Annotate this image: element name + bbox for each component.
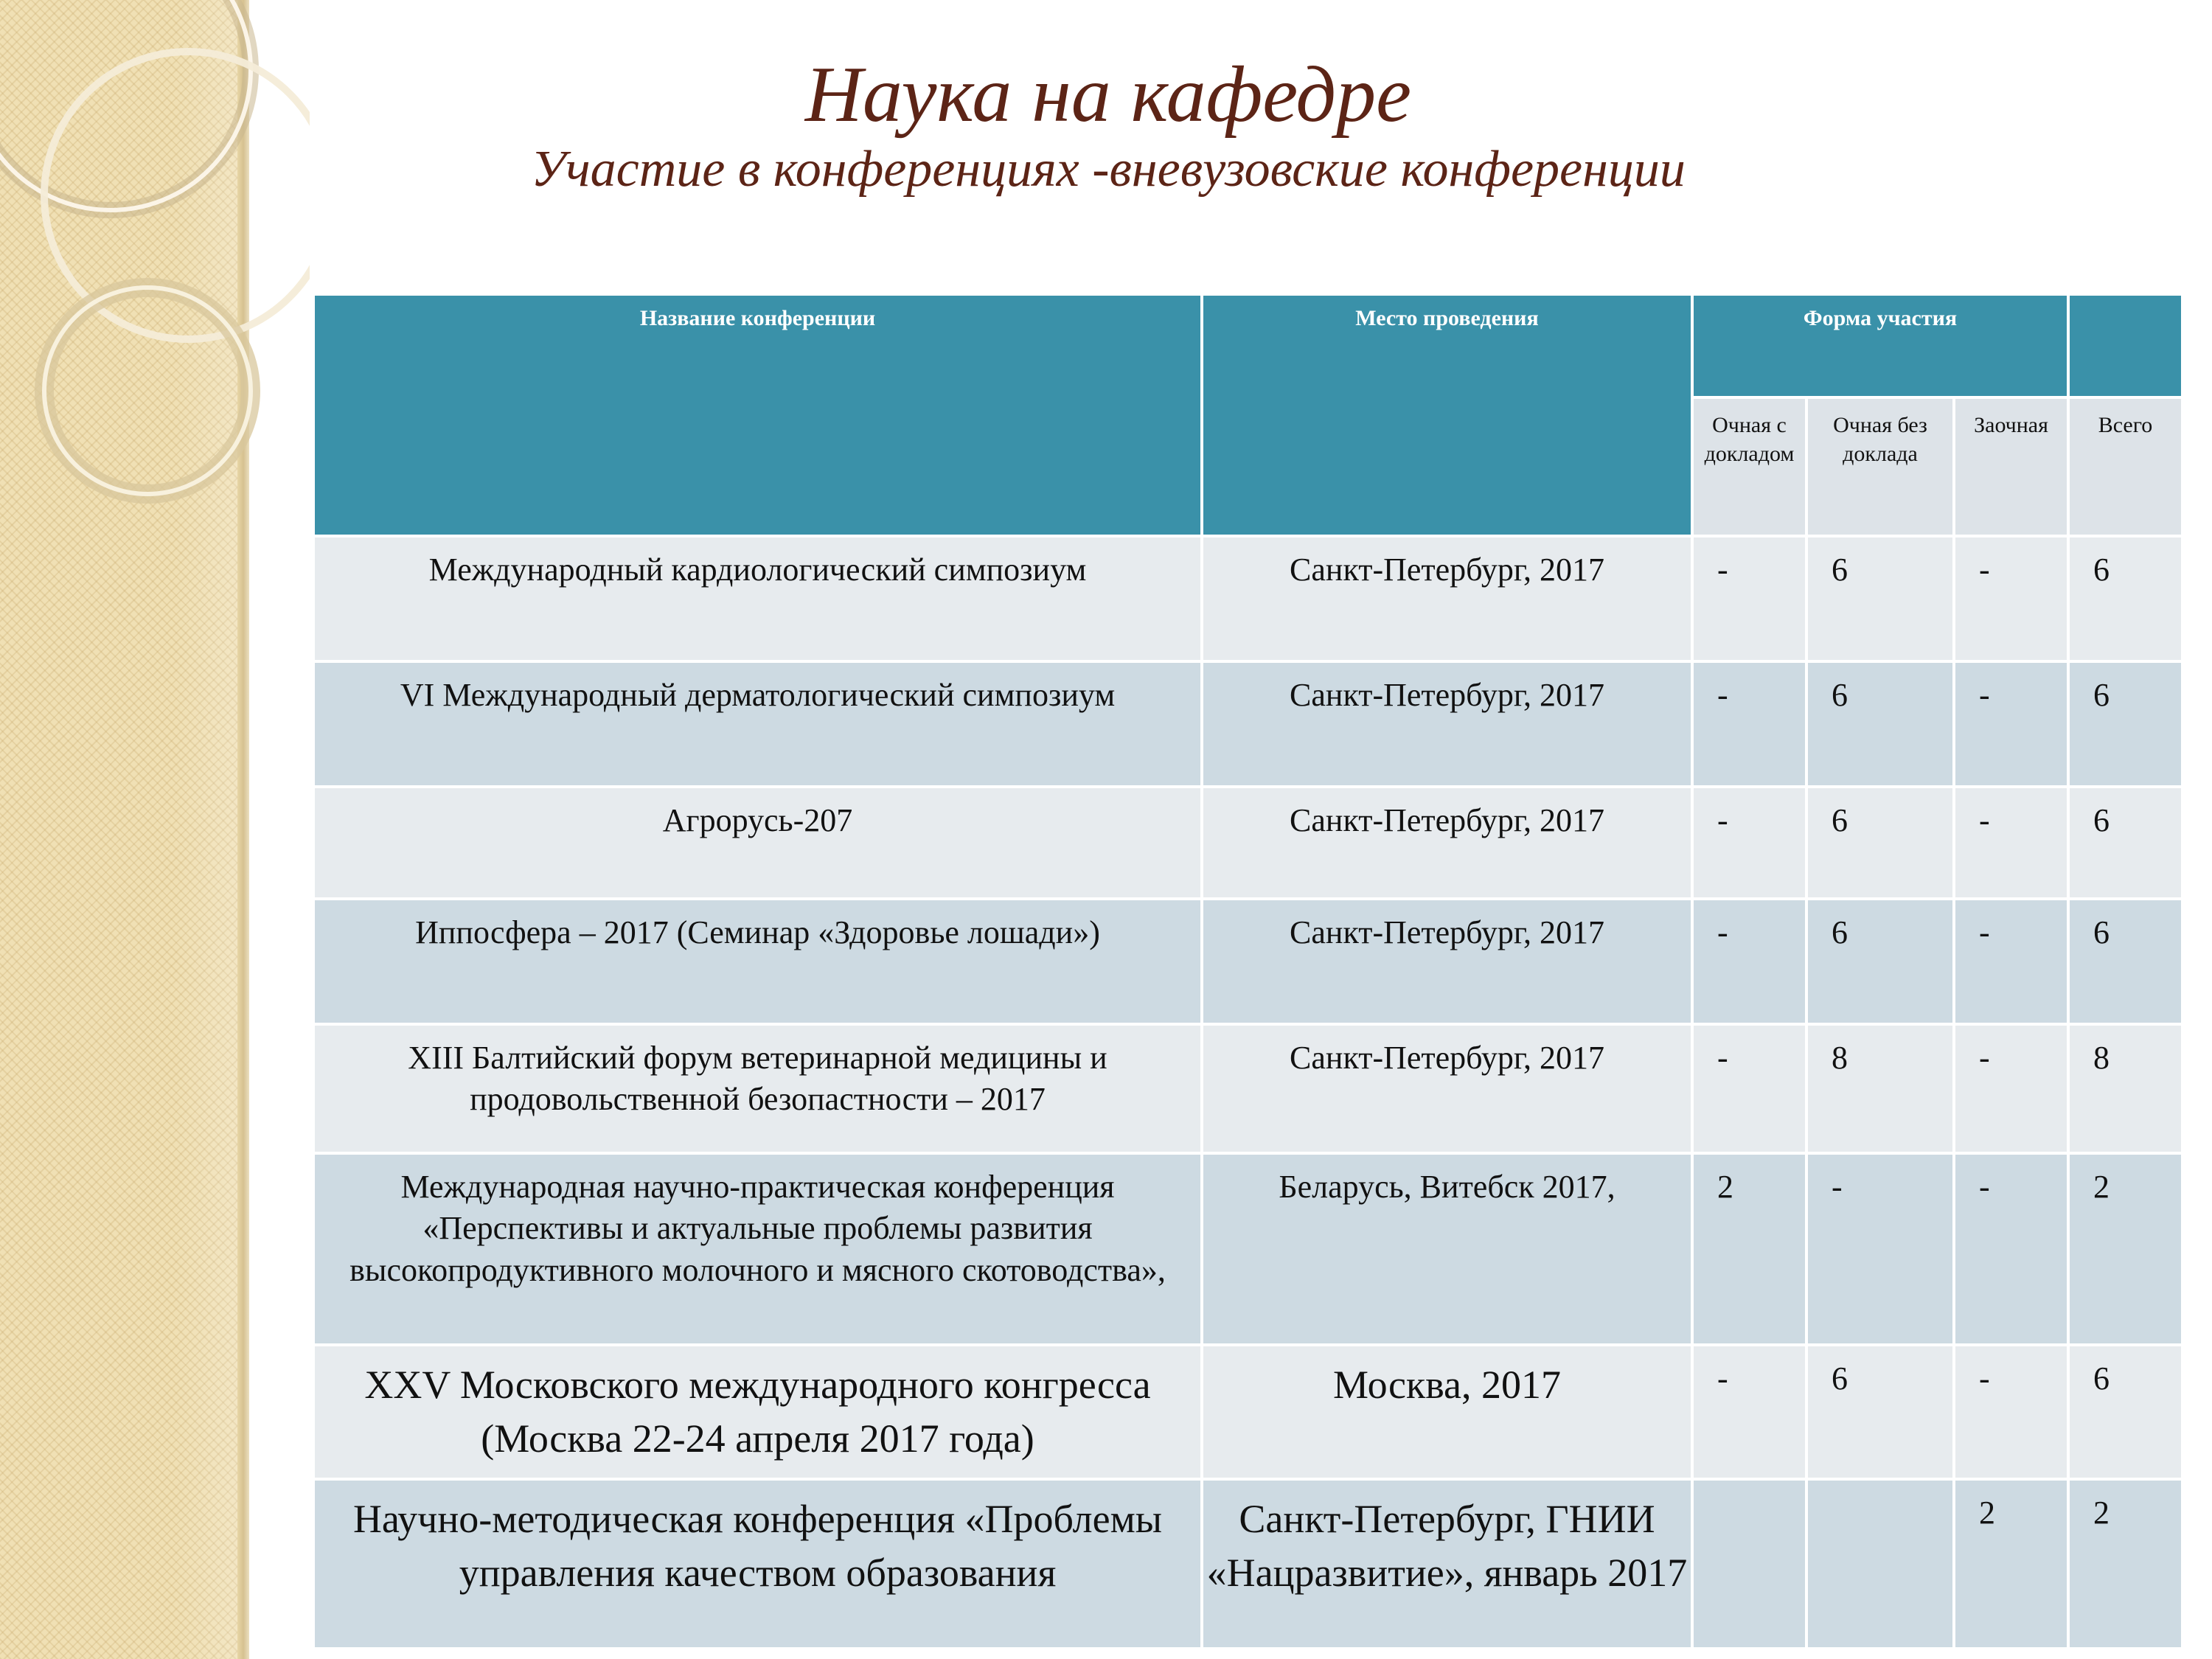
table-row [313,899,2183,1024]
header-blank [2068,294,2183,397]
conference-place: Беларусь, Витебск 2017, [1202,1153,1692,1345]
count-total: 6 [2068,536,2183,661]
count-in-person-report: - [1692,661,1806,787]
subheader-total: Всего [2068,397,2183,536]
conference-place: Санкт-Петербург, 2017 [1202,661,1692,787]
upper-ring [0,0,251,210]
conference-name: Агрорусь-207 [313,787,1202,899]
conference-name: Международная научно-практическая конференция «Перспективы и актуальные проблемы развития высокопродуктивного молочного и мясного скотоводства», [313,1153,1202,1345]
count-remote: - [1954,661,2068,787]
table-row [313,1345,2183,1479]
header-name: Название конференции [313,294,1202,536]
count-remote: 2 [1954,1479,2068,1649]
conference-place: Санкт-Петербург, 2017 [1202,899,1692,1024]
conference-place: Санкт-Петербург, 2017 [1202,1024,1692,1153]
header-form: Форма участия [1692,294,2068,397]
table-row [313,661,2183,787]
table-row [313,787,2183,899]
count-remote: - [1954,1024,2068,1153]
table-row [313,1153,2183,1345]
count-in-person-report: - [1692,1345,1806,1479]
count-remote: - [1954,1153,2068,1345]
count-remote: - [1954,787,2068,899]
upper-ring-highlight [0,0,251,210]
conference-name: Иппосфера – 2017 (Семинар «Здоровье лошади») [313,899,1202,1024]
count-remote: - [1954,899,2068,1024]
count-in-person-report: 2 [1692,1153,1806,1345]
count-in-person-no-report: 8 [1806,1024,1954,1153]
count-in-person-no-report: 6 [1806,661,1954,787]
conference-place: Санкт-Петербург, ГНИИ «Нацразвитие», январь 2017 [1202,1479,1692,1649]
count-total: 6 [2068,1345,2183,1479]
conference-name: VI Международный дерматологический симпозиум [313,661,1202,787]
count-in-person-report: - [1692,899,1806,1024]
count-in-person-no-report: - [1806,1153,1954,1345]
header-place: Место проведения [1202,294,1692,536]
conference-place: Санкт-Петербург, 2017 [1202,536,1692,661]
count-total: 6 [2068,661,2183,787]
count-remote: - [1954,536,2068,661]
count-remote: - [1954,1345,2068,1479]
table-row [313,536,2183,661]
count-in-person-report: - [1692,787,1806,899]
subheader-remote: Заочная [1954,397,2068,536]
slide-title: Наука на кафедре [804,51,1412,139]
count-total: 2 [2068,1153,2183,1345]
title-block [249,52,1967,198]
count-in-person-no-report: 6 [1806,1345,1954,1479]
conference-name: Научно-методическая конференция «Проблемы управления качеством образования [313,1479,1202,1649]
table-row [313,1024,2183,1153]
count-total: 6 [2068,787,2183,899]
subheader-in-person-report: Очная с докладом [1692,397,1806,536]
count-in-person-report: - [1692,536,1806,661]
count-in-person-no-report: 6 [1806,899,1954,1024]
conference-table [312,293,2184,1650]
conference-name: XXV Московского международного конгресса (Москва 22-24 апреля 2017 года) [313,1345,1202,1479]
slide-subtitle: Участие в конференциях -вневузовские конференции [531,140,1686,198]
count-total: 2 [2068,1479,2183,1649]
count-total: 8 [2068,1024,2183,1153]
count-in-person-no-report: 6 [1806,536,1954,661]
count-in-person-no-report [1806,1479,1954,1649]
table-row [313,1479,2183,1649]
count-total: 6 [2068,899,2183,1024]
count-in-person-report: - [1692,1024,1806,1153]
count-in-person-no-report: 6 [1806,787,1954,899]
conference-place: Санкт-Петербург, 2017 [1202,787,1692,899]
count-in-person-report [1692,1479,1806,1649]
conference-place: Москва, 2017 [1202,1345,1692,1479]
lower-ring-highlight [44,288,251,494]
subheader-in-person-no-report: Очная без доклада [1806,397,1954,536]
conference-name: Международный кардиологический симпозиум [313,536,1202,661]
header-row [313,294,2183,397]
conference-name: XIII Балтийский форум ветеринарной медицины и продовольственной безопастности – 2017 [313,1024,1202,1153]
